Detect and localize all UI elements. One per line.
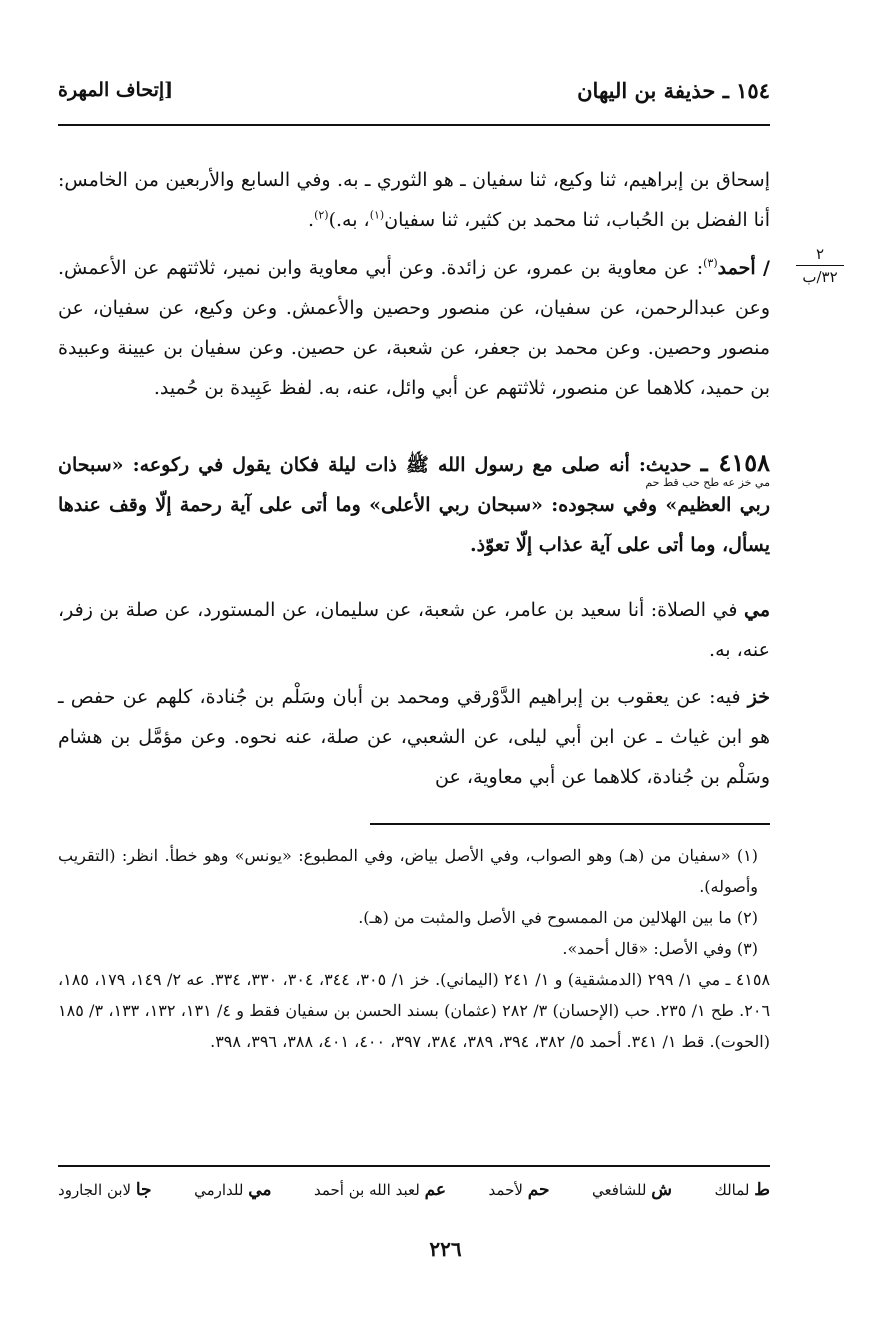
header-rule — [58, 124, 770, 126]
hadith-block — [58, 443, 770, 565]
footnote-mark-2: (٢) — [314, 208, 329, 222]
legend-text: لعبد الله بن أحمد — [313, 1181, 420, 1199]
chapter-title: ١٥٤ ـ حذيفة بن اليهان — [577, 77, 770, 103]
paragraph-2 — [58, 248, 770, 408]
abbreviation-legend — [58, 1180, 770, 1200]
page-header — [58, 70, 770, 110]
paragraph-4-lead: مي — [744, 599, 771, 621]
footnote-rule — [370, 823, 770, 825]
legend-text: للدارمي — [194, 1181, 244, 1199]
legend-item — [592, 1180, 672, 1200]
footnote-mark-1: (١) — [369, 208, 385, 222]
legend-item — [194, 1180, 271, 1200]
margin-ref-divider — [796, 265, 844, 266]
paragraph-2-lead: / أحمد — [717, 257, 770, 279]
legend-text: لابن الجارود — [58, 1181, 132, 1199]
legend-text: لمالك — [714, 1181, 750, 1199]
paragraph-1-text: إسحاق بن إبراهيم، ثنا وكيع، ثنا سفيان ـ هو الثوري ـ به. وفي السابع والأربعين من الخامس: أنا الفضل بن الحُباب، ثنا محمد بن كثير، ثنا سفيان — [58, 169, 770, 231]
paragraph-1 — [58, 160, 770, 240]
hadith-label: حديث: — [638, 454, 692, 476]
book-title: [إتحاف المهرة — [58, 79, 174, 101]
paragraph-1-tail: ، به.) — [328, 209, 370, 231]
paragraph-2-text: : عن معاوية بن عمرو، عن زائدة. وعن أبي معاوية وابن نمير، ثلاثتهم عن الأعمش. وعن عبدالرحمن، عن سفيان، عن منصور وحصين والأعمش. وعن وكيع، عن سفيان، عن منصور وحصين. وعن محمد بن جعفر، عن شعبة، عن حصين. وعن سفيان بن عيينة وعبيدة بن حميد، كلاهما عن منصور، ثلاثتهم عن أبي وائل، عنه، به. لفظ عَبِيدة بن حُميد. — [58, 257, 770, 399]
paragraph-1-end: . — [308, 209, 315, 231]
paragraph-5-lead: خز — [747, 686, 771, 708]
paragraph-5-text: فيه: عن يعقوب بن إبراهيم الدَّوْرقي ومحمد بن أبان وسَلْم بن جُنادة، كلهم عن حفص ـ هو ابن غياث ـ عن ابن أبي ليلى، عن الشعبي، عن صلة، عنه نحوه. وعن مؤمَّل بن هشام وسَلْم بن جُنادة، كلاهما عن أبي معاوية، عن — [58, 686, 770, 788]
footnote-1: (١) «سفيان من (هـ) وهو الصواب، وفي الأصل بياض، وفي المطبوع: «يونس» وهو خطأ. انظر: (التقريب وأصوله). — [58, 846, 758, 896]
legend-item — [314, 1180, 446, 1200]
paragraph-4 — [58, 590, 770, 670]
paragraph-4-text: في الصلاة: أنا سعيد بن عامر، عن شعبة، عن سليمان، عن المستورد، عن صلة بن زفر، عنه، به. — [58, 599, 770, 661]
legend-abbr: جا — [135, 1180, 152, 1200]
legend-item — [58, 1180, 152, 1200]
legend-abbr: عم — [424, 1180, 447, 1200]
paragraph-5 — [58, 677, 770, 797]
footnote-3: (٣) وفي الأصل: «قال أحمد». — [562, 939, 758, 958]
legend-abbr: ط — [754, 1180, 770, 1200]
footnote-mark-3: (٣) — [703, 256, 718, 270]
hadith-sigla: مي خز عه طح حب قط حم — [645, 476, 770, 489]
margin-manuscript-ref — [790, 244, 850, 287]
legend-rule — [58, 1165, 770, 1167]
footnotes — [58, 840, 770, 1057]
legend-item — [489, 1180, 550, 1200]
legend-item — [714, 1180, 770, 1200]
legend-text: للشافعي — [592, 1181, 647, 1199]
legend-abbr: ش — [651, 1180, 672, 1200]
page-number: ٢٢٦ — [429, 1237, 462, 1261]
margin-ref-top: ٢ — [815, 245, 825, 263]
legend-abbr: حم — [527, 1180, 550, 1200]
hadith-number: ٤١٥٨ ـ — [700, 448, 771, 477]
takhrij-note: ٤١٥٨ ـ مي ١/ ٢٩٩ (الدمشقية) و ١/ ٢٤١ (اليماني). خز ١/ ٣٠٥، ٣٤٤، ٣٠٤، ٣٣٠، ٣٣٤. عه ٢/ ١٤٩، ١٧٩، ١٨٥، ٢٠٦. طح ١/ ٢٣٥. حب (الإحسان) ٣/ ٢٨٢ (عثمان) بسند الحسن بن سفيان فقط و ٤/ ١٣١، ١٣٢، ١٣٣، ٣/ ١٨٥ (الحوت). قط ١/ ٣٤١. أحمد ٥/ ٣٨٢، ٣٩٤، ٣٨٩، ٣٨٤، ٣٩٧، ٤٠٠، ٤٠١، ٣٨٨، ٣٩٦، ٣٩٨. — [58, 970, 771, 1051]
legend-abbr: مي — [248, 1180, 272, 1200]
margin-ref-bottom: ٣٢/ب — [802, 268, 838, 286]
legend-text: لأحمد — [488, 1181, 523, 1199]
hadith-text: أنه صلى مع رسول الله ﷺ ذات ليلة فكان يقول في ركوعه: «سبحان ربي العظيم» وفي سجوده: «سبحان ربي الأعلى» وما أتى على آية رحمة إلّا وقف عندها يسأل، وما أتى على آية عذاب إلّا تعوّذ. — [58, 454, 770, 556]
footnote-2: (٢) ما بين الهلالين من الممسوح في الأصل والمثبت من (هـ). — [358, 908, 758, 927]
